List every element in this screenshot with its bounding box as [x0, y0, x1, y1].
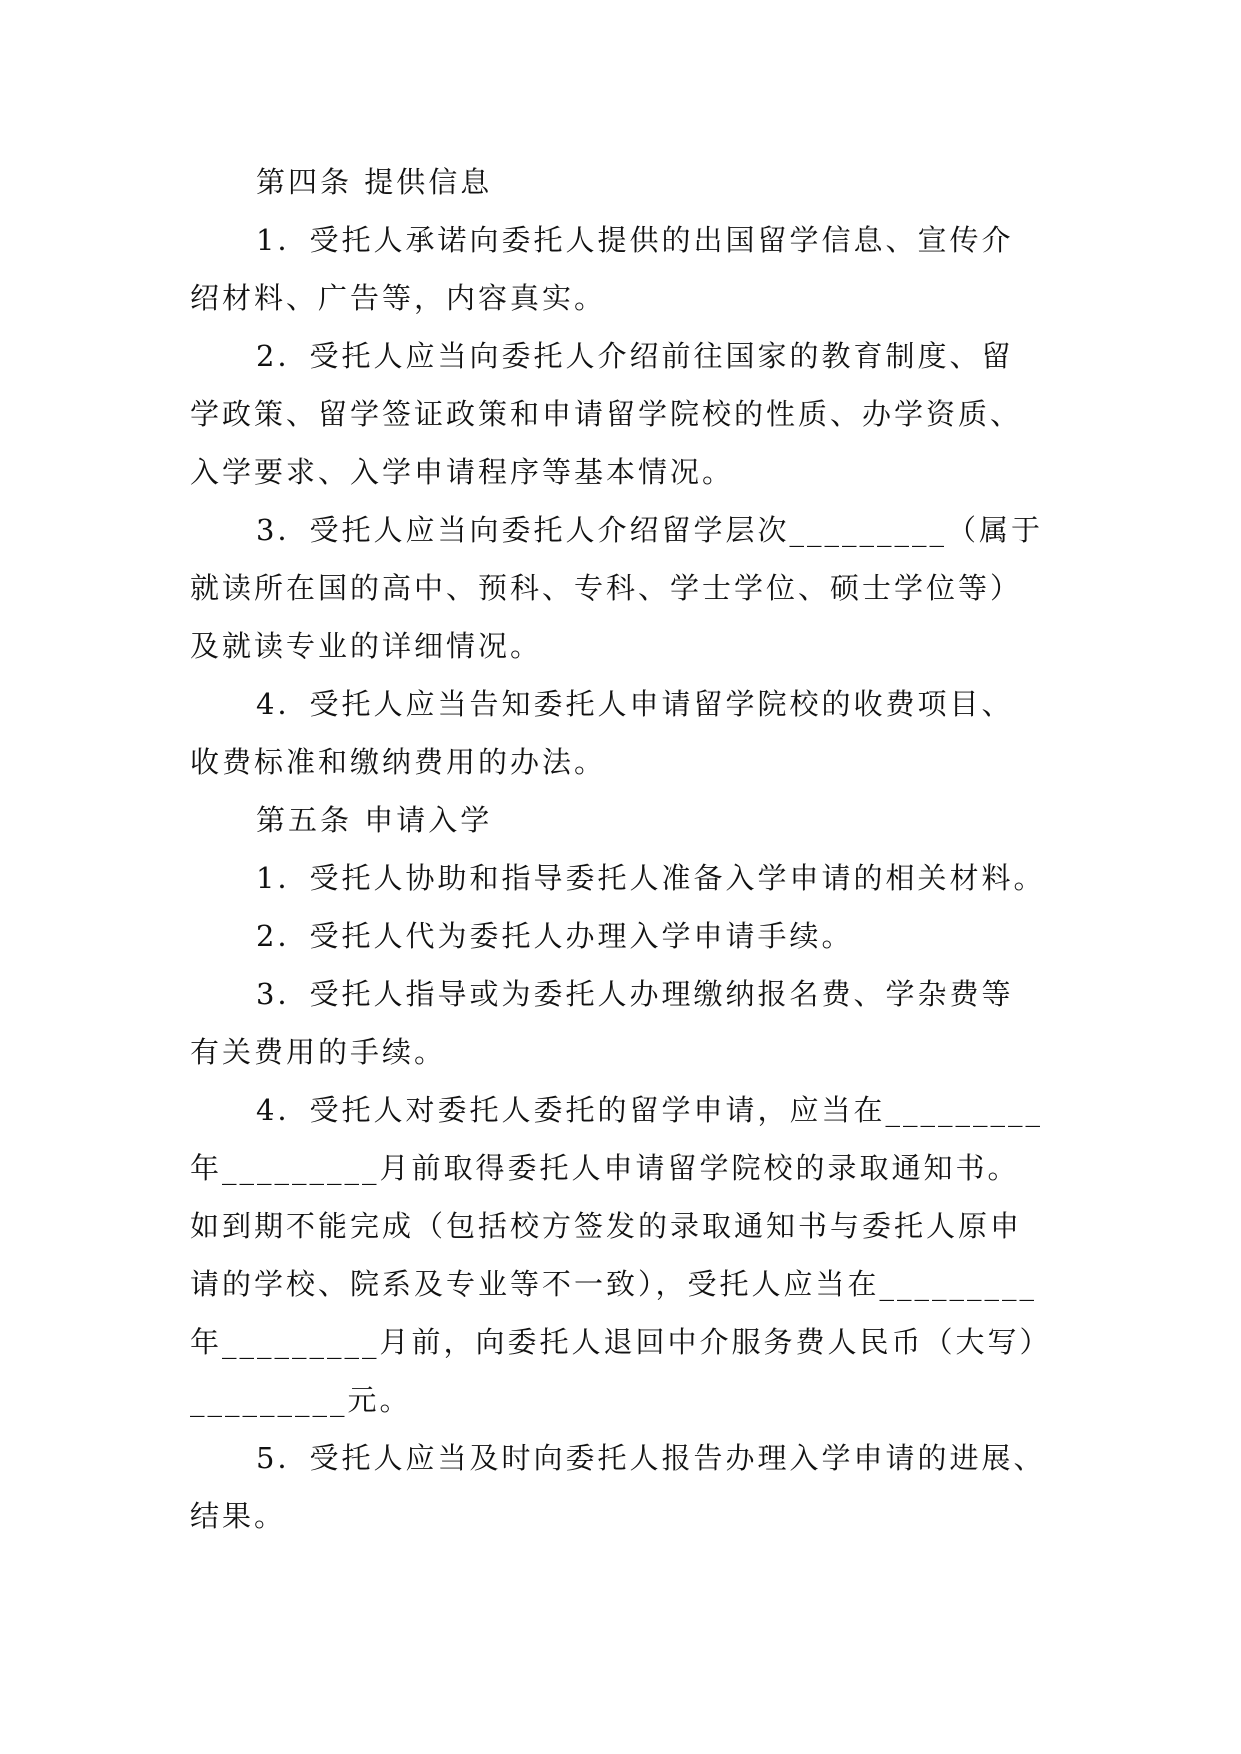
- paragraph-line: 2．受托人应当向委托人介绍前往国家的教育制度、留: [256, 339, 1014, 373]
- paragraph-line: 年_________月前取得委托人申请留学院校的录取通知书。: [190, 1151, 1020, 1185]
- paragraph-line: 4．受托人应当告知委托人申请留学院校的收费项目、: [256, 687, 1014, 721]
- paragraph-line: 5．受托人应当及时向委托人报告办理入学申请的进展、: [256, 1441, 1046, 1475]
- paragraph-line: 2．受托人代为委托人办理入学申请手续。: [256, 919, 854, 953]
- paragraph-line: 绍材料、广告等，内容真实。: [190, 281, 607, 315]
- paragraph-line: 就读所在国的高中、预科、专科、学士学位、硕士学位等）: [190, 571, 1023, 605]
- paragraph-line: 有关费用的手续。: [190, 1035, 447, 1069]
- paragraph-line: 入学要求、入学申请程序等基本情况。: [190, 455, 735, 489]
- paragraph-line: 年_________月前，向委托人退回中介服务费人民币（大写）: [190, 1325, 1052, 1359]
- paragraph-line: 1．受托人协助和指导委托人准备入学申请的相关材料。: [256, 861, 1046, 895]
- paragraph-line: 1．受托人承诺向委托人提供的出国留学信息、宣传介: [256, 223, 1014, 257]
- article-4-heading: 第四条 提供信息: [256, 165, 493, 199]
- paragraph-line: 及就读专业的详细情况。: [190, 629, 543, 663]
- paragraph-line: 学政策、留学签证政策和申请留学院校的性质、办学资质、: [190, 397, 1023, 431]
- paragraph-line: 3．受托人指导或为委托人办理缴纳报名费、学杂费等: [256, 977, 1014, 1011]
- paragraph-line: 3．受托人应当向委托人介绍留学层次_________（属于: [256, 513, 1043, 547]
- paragraph-line: 结果。: [190, 1499, 287, 1533]
- paragraph-line: 如到期不能完成（包括校方签发的录取通知书与委托人原申: [190, 1209, 1023, 1243]
- paragraph-line: _________元。: [190, 1383, 412, 1417]
- paragraph-line: 请的学校、院系及专业等不一致），受托人应当在_________: [190, 1267, 1038, 1301]
- paragraph-line: 收费标准和缴纳费用的办法。: [190, 745, 607, 779]
- article-5-heading: 第五条 申请入学: [256, 803, 493, 837]
- paragraph-line: 4．受托人对委托人委托的留学申请，应当在_________: [256, 1093, 1043, 1127]
